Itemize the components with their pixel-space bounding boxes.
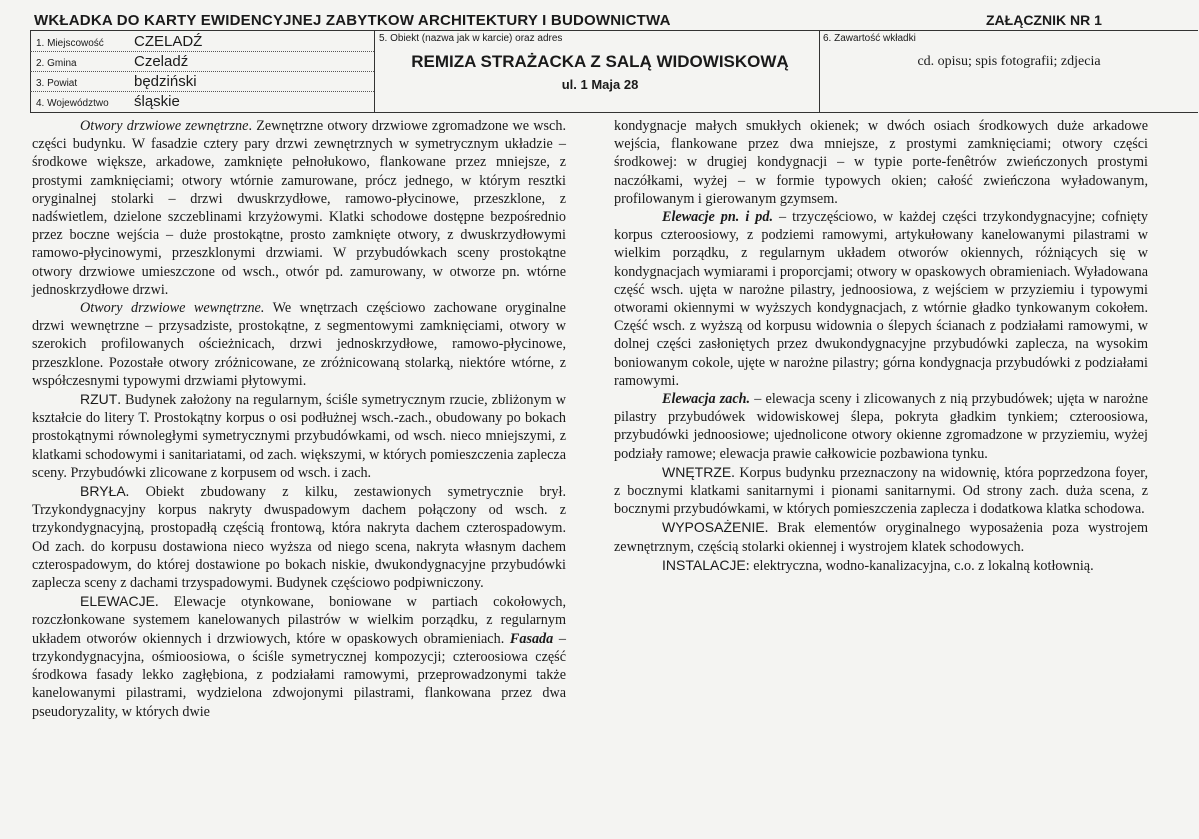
subsection-heading: Elewacja zach. xyxy=(662,391,751,408)
section-heading: RZUT xyxy=(80,391,118,408)
paragraph-north-south-elevations xyxy=(614,208,1148,390)
paragraph-text: – trzyczęściowo, w każdej części trzykondygnacyjne; cofnięty korpus czteroosiowy, z podziemi ramowymi, artykułowany kanelowanymi pilastrami w wielkim porządku, z regularnym układem otworów okiennych, różniących się w kondygnacjach wymiarami i proporcjami; otwory w opaskowych obramieniach. Wyładowana część wsch. ujęta w narożne pilastry, jednoosiowa, z wejściem w przyziemiu i typowymi otworami okiennymi w wyższych kondygnacjach, z wtórnie gładko tynkowanym cokołem. Część wsch. z wyższą od korpusu widownia o ślepych ścianach z podziałami ramowymi, w dolnej części zasłoniętych przez dwukondygnacyjne przybudówki zaplecza, na wysokim boniowanym cokole, ujęte w narożne pilastry; górna kondygnacja przybudówki z podziałami ramowymi. xyxy=(614,209,1148,389)
paragraph-text: – trzykondygnacyjna, ośmioosiowa, o ściśle symetrycznej kompozycji; czteroosiowa część środkowa fasady lekko zagłębiona, z podziałami ramowymi, przeprowadzonymi także kanelowanymi pilastrami, wydzielona zdwojonymi pilastrami, flankowana przez dwa pseudoryzality, w których dwie xyxy=(32,630,566,720)
section-heading: WYPOSAŻENIE xyxy=(662,519,765,536)
object-address: ul. 1 Maja 28 xyxy=(561,77,639,92)
row-separator xyxy=(30,71,374,72)
document-title: WKŁADKA DO KARTY EWIDENCYJNEJ ZABYTKOW ARCHITEKTURY I BUDOWNICTWA xyxy=(34,12,671,29)
field-value-county: będziński xyxy=(134,73,197,90)
section-heading: BRYŁA xyxy=(80,483,126,500)
paragraph-west-elevation xyxy=(614,390,1148,463)
paragraph-text: kondygnacje małych smukłych okienek; w dwóch osiach środkowych duże arkadowe wejścia, flankowane przez dwa mniejsze, z prostymi zamknięciami; otwory części środkowej: w drugiej kondygnacji – w typie porte-fenêtrów zwieńczonych prostymi naczółkami, wyżej – w formie typowych okien; całość zwieńczona wyładowanym, profilowanym i gierowanym gzymsem. xyxy=(614,118,1148,207)
section-heading: WNĘTRZE xyxy=(662,463,732,480)
field-label-voivodeship: 4. Województwo xyxy=(36,98,109,109)
form-divider-1 xyxy=(374,30,375,112)
field-label-locality: 1. Miejscowość xyxy=(36,38,104,49)
paragraph-text: . Obiekt zbudowany z kilku, zestawionych symetrycznie brył. Trzykondygnacyjny korpus nakryty dwuspadowym dachem połączony od wsch. z trzykondygnacyjną, prostopadłą częścią frontową, która nakryta dachem czterospadowym. Od zach. do korpusu dostawiona nieco wyższa od niego scena, nakryta własnym dachem czterospadowym, do której dostawione po bokach niskie, dwukondygnacyjne przybudówki zaplecza sceny z dachami trzyspadowymi. Budynek częściowo podpiwniczony. xyxy=(32,484,566,592)
text-column-right xyxy=(614,117,1148,575)
section-heading: Otwory drzwiowe zewnętrzne xyxy=(80,118,249,134)
row-separator xyxy=(30,91,374,92)
paragraph-massing xyxy=(32,482,566,592)
subsection-heading: Elewacje pn. i pd. xyxy=(662,209,774,226)
contents-value: cd. opisu; spis fotografii; zdjecia xyxy=(917,54,1101,69)
paragraph-facade-continued xyxy=(614,117,1148,208)
paragraph-text: We wnętrzach częściowo zachowane oryginalne drzwi wewnętrzne – przysadziste, prostokątne, z segmentowymi zamknięciami, otwory w szerokich profilowanych ościeżnicach, drzwi jednoskrzydłowe, ramowo-płycinowe, przeszklone. Pozostałe otwory zróżnicowane, ze zróżnicowaną stolarką, niektóre wtórne, z współczesnymi typowymi drzwiami płytowymi. xyxy=(32,300,566,389)
form-bottom-border xyxy=(30,112,1198,113)
attachment-number: ZAŁĄCZNIK NR 1 xyxy=(986,12,1102,28)
paragraph-interior-doors xyxy=(32,299,566,390)
section-heading: INSTALACJE xyxy=(662,556,746,573)
field-label-contents: 6. Zawartość wkładki xyxy=(823,33,916,44)
section-heading: Otwory drzwiowe wewnętrzne. xyxy=(80,300,265,317)
field-label-county: 3. Powiat xyxy=(36,78,78,89)
text-column-left xyxy=(32,117,566,721)
row-separator xyxy=(30,51,374,52)
paragraph-text: . Budynek założony na regularnym, ściśle symetrycznym rzucie, zbliżonym w kształcie do litery T. Prostokątny korpus o osi podłużnej wsch.-zach., obudowany po bokach prostokątnymi równoległymi symetrycznymi przybudówkami, od wsch. nieco mniejszymi, z klatkami schodowymi i sanitariatami, od zach. większymi, w których pomieszczenia zaplecza sceny. Przybudówki zlicowane z korpusem od wsch. i zach. xyxy=(32,392,566,481)
paragraph-text: . Brak elementów oryginalnego wyposażenia poza wystrojem zewnętrznym, częścią stolarki okiennej i wystrojem klatek schodowych. xyxy=(614,520,1148,555)
field-value-locality: CZELADŹ xyxy=(134,33,203,50)
field-label-object: 5. Obiekt (nazwa jak w karcie) oraz adres xyxy=(379,33,563,44)
object-name: REMIZA STRAŻACKA Z SALĄ WIDOWISKOWĄ xyxy=(411,52,789,71)
subsection-heading: Fasada xyxy=(509,630,554,647)
form-top-border xyxy=(30,30,1198,31)
paragraph-text: . Korpus budynku przeznaczony na widownię, która poprzedzona foyer, z bocznymi klatkami sanitarnymi i pionami sanitarnymi. Od strony zach. duża scena, z bocznymi przybudówkami, w których pomieszczenia zaplecza i dodatkowa klatka schodowa. xyxy=(614,464,1148,518)
paragraph-installations xyxy=(614,556,1148,575)
field-value-voivodeship: śląskie xyxy=(134,93,180,110)
paragraph-elevations xyxy=(32,592,566,720)
field-label-commune: 2. Gmina xyxy=(36,58,77,69)
paragraph-exterior-doors xyxy=(32,117,566,299)
paragraph-plan xyxy=(32,390,566,482)
paragraph-interior xyxy=(614,463,1148,519)
section-heading: ELEWACJE xyxy=(80,593,155,610)
paragraph-text: : elektryczna, wodno-kanalizacyjna, c.o. z lokalną kotłownią. xyxy=(745,557,1094,574)
paragraph-text: . Elewacje otynkowane, boniowane w partiach cokołowych, rozczłonkowane systemem kanelowanych pilastrów w wielkim porządku, z regularnym układem otworów okiennych i drzwiowych, które w opaskowych obramieniach. xyxy=(32,594,566,647)
paragraph-text: – elewacja sceny i zlicowanych z nią przybudówek; ujęta w narożne pilastry przybudówek widowiskowej ślepa, pokryta gładkim tynkiem; czteroosiowa, przybudówki jednoosiowe; ujednolicone otwory okienne zgromadzone w przyziemiu, wyżej podziały ramowe; elewacja prawie całkowicie pozbawiona tynku. xyxy=(614,391,1148,462)
field-value-commune: Czeladź xyxy=(134,53,189,70)
paragraph-text: . Zewnętrzne otwory drzwiowe zgromadzone we wsch. części budynku. W fasadzie cztery pary drzwi zewnętrznych w symetrycznym układzie – środkowe większe, arkadowe, zamknięte pełnołukowo, flankowane przez mniejsze, z prostymi zamknięciami; otwory wtórnie zamurowane, prócz jednego, w którym resztki oryginalnej stolarki – drzwi dwuskrzydłowe, ramowo-płycinowe, przeszklone, z nadświetlem, dzielone szczeblinami krzyżowymi. Klatki schodowe dostępne bezpośrednio przez boczne wejścia – duże prostokątne, prosto zamknięte otwory, z dwuskrzydłowymi ramowo-płycinowymi, przeszklonymi drzwiami. W przybudówkach sceny prostokątne otwory drzwiowe umieszczone od wsch., otwór pd. zamurowany, w otworze pn. wtórne jednoskrzydłowe drzwi. xyxy=(32,118,566,298)
paragraph-furnishing xyxy=(614,518,1148,555)
